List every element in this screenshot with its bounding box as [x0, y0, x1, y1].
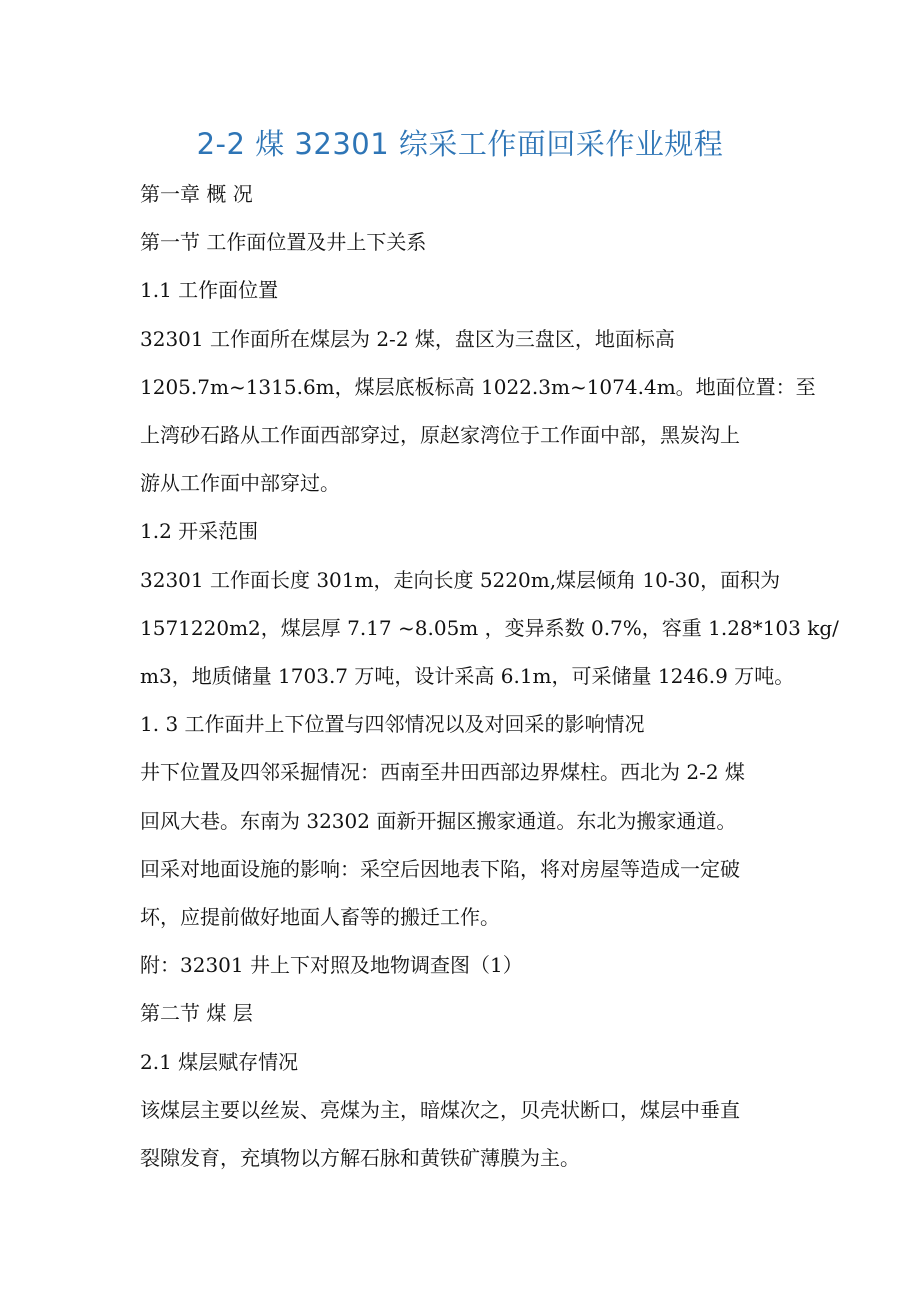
text-line: 该煤层主要以丝炭、亮煤为主，暗煤次之，贝壳状断口，煤层中垂直: [140, 1097, 740, 1122]
chapter-heading: 第一章 概 况: [140, 182, 253, 206]
text-line: 1571220m2，煤层厚 7.17 ~8.05m ，变异系数 0.7%，容重 1.28*103 kg/: [140, 615, 839, 640]
text-line: 游从工作面中部穿过。: [140, 471, 340, 496]
text-line: 坏，应提前做好地面人畜等的搬迁工作。: [140, 905, 500, 930]
subsection-heading: 1.2 开采范围: [140, 519, 259, 544]
text-line: m3，地质储量 1703.7 万吨，设计采高 6.1m，可采储量 1246.9 万吨。: [140, 664, 795, 689]
section-heading: 第二节 煤 层: [140, 1001, 253, 1026]
text-line: 32301 工作面长度 301m，走向长度 5220m,煤层倾角 10-30，面积为: [140, 567, 781, 592]
text-line: 1205.7m~1315.6m，煤层底板标高 1022.3m~1074.4m。地面位置：至: [140, 374, 816, 399]
subsection-heading: 2.1 煤层赋存情况: [140, 1049, 299, 1074]
text-line: 回采对地面设施的影响：采空后因地表下陷，将对房屋等造成一定破: [140, 856, 740, 881]
subsection-heading: 1.1 工作面位置: [140, 278, 279, 303]
text-line: 32301 工作面所在煤层为 2-2 煤，盘区为三盘区，地面标高: [140, 326, 675, 351]
subsection-heading: 1. 3 工作面井上下位置与四邻情况以及对回采的影响情况: [140, 712, 645, 737]
document-title: 2-2 煤 32301 综采工作面回采作业规程: [196, 127, 724, 161]
section-heading: 第一节 工作面位置及井上下关系: [140, 230, 427, 255]
text-line: 回风大巷。东南为 32302 面新开掘区搬家通道。东北为搬家通道。: [140, 808, 737, 833]
document-body: [140, 170, 839, 1182]
text-line: 上湾砂石路从工作面西部穿过，原赵家湾位于工作面中部，黑炭沟上: [140, 423, 740, 448]
text-line: 井下位置及四邻采掘情况：西南至井田西部边界煤柱。西北为 2-2 煤: [140, 760, 745, 785]
appendix-note: 附：32301 井上下对照及地物调查图（1）: [140, 953, 523, 978]
text-line: 裂隙发育，充填物以方解石脉和黄铁矿薄膜为主。: [140, 1146, 580, 1171]
